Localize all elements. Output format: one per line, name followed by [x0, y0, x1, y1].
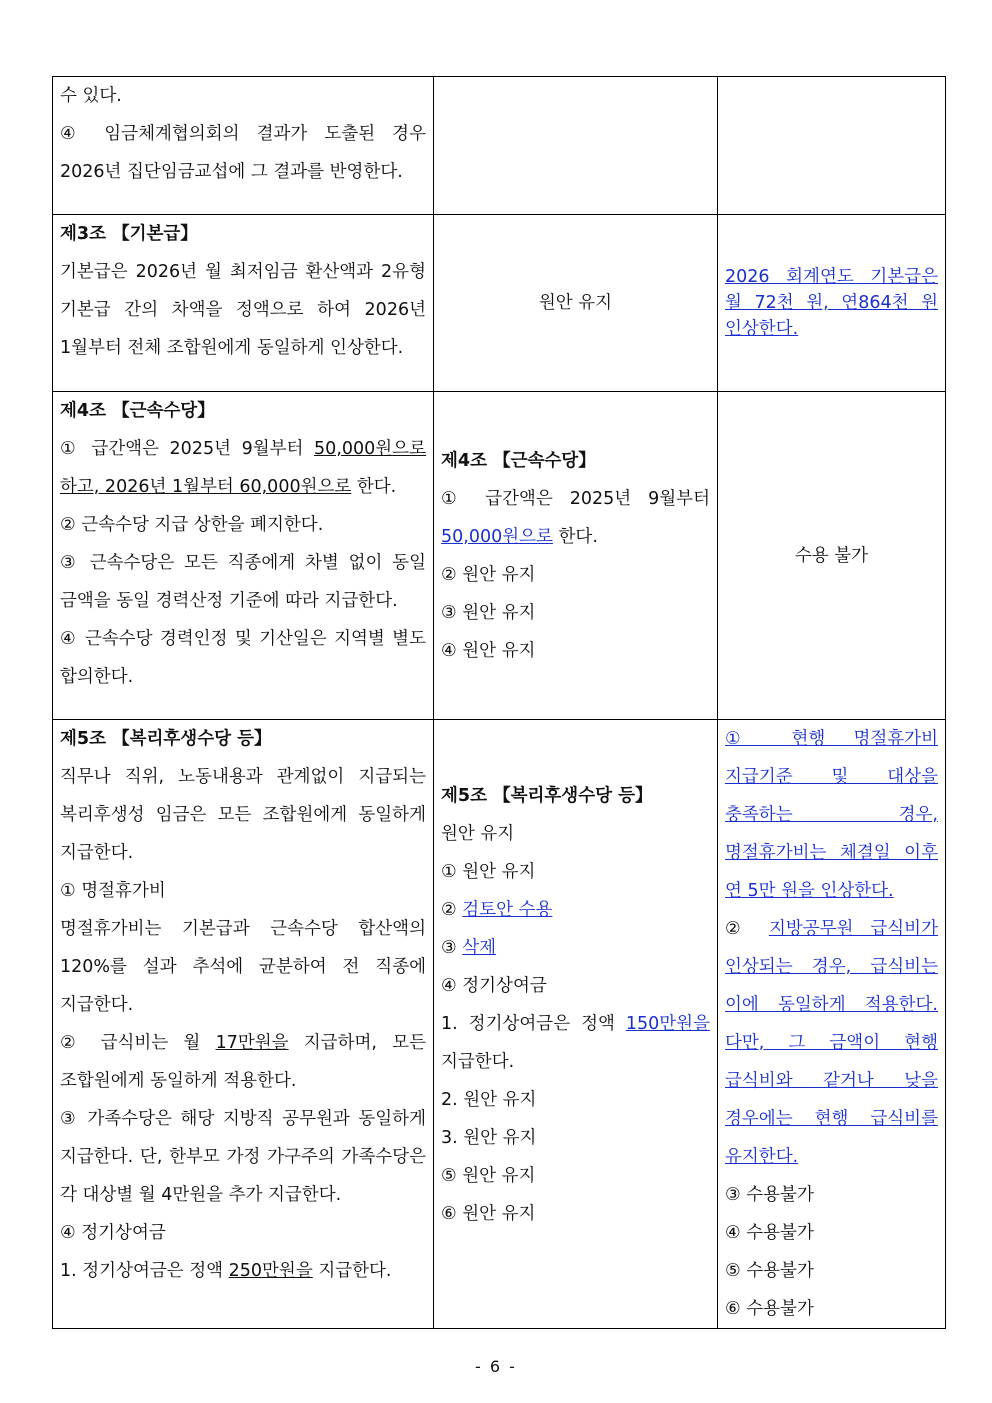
clause-text: ⑥ 수용불가 [725, 1299, 814, 1319]
revised-text: 삭제 [462, 938, 497, 958]
clause-text: ② 원안 유지 [441, 564, 536, 585]
clause-text-part: ③ [441, 938, 463, 958]
union-proposal-cell [53, 720, 434, 1329]
clause-text: ⑥ 원안 유지 [441, 1204, 536, 1224]
clause-text: ④ 수용불가 [725, 1223, 814, 1243]
clause-text [60, 1024, 426, 1100]
employer-proposal-cell: 원안 유지 [434, 215, 718, 392]
clause-text-part: ① 급간액은 2025년 9월부터 [441, 488, 710, 509]
clause-text: ③ 원안 유지 [441, 602, 536, 623]
clause-text-part: 지급한다. [441, 1052, 515, 1072]
clause-text: ④ 임금체계협의회의 결과가 도출된 경우 2026년 집단임금교섭에 그 결과를 반영한다. [60, 124, 426, 182]
clause-text: ③ 근속수당은 모든 직종에게 차별 없이 동일 금액을 동일 경력산정 기준에 따라 지급한다. [60, 553, 426, 611]
page-number: - 6 - [475, 1357, 517, 1376]
clause-text: ③ 수용불가 [725, 1185, 814, 1205]
table-row [53, 215, 946, 392]
proposal-comparison-table [52, 76, 946, 1329]
clause-text [60, 430, 426, 506]
clause-text: ④ 근속수당 경력인정 및 기산일은 지역별 별도 합의한다. [60, 629, 426, 687]
article-title: 제4조 【근속수당】 [60, 401, 215, 421]
clause-text: ① 명절휴가비 [60, 881, 166, 901]
review-cell [718, 77, 946, 215]
clause-text: 명절휴가비는 기본급과 근속수당 합산액의 120%를 설과 추석에 균분하여 전 직종에 지급한다. [60, 919, 426, 1015]
union-proposal-cell [53, 77, 434, 215]
clause-text-part: ② [725, 919, 769, 939]
underlined-amount: 150만원을 [625, 1014, 710, 1034]
clause-text: ④ 정기상여금 [441, 976, 547, 996]
clause-text: 기본급은 2026년 월 최저임금 환산액과 2유형 기본급 간의 차액을 정액으로 하여 2026년 1월부터 전체 조합원에게 동일하게 인상한다. [60, 262, 426, 358]
revised-text: 검토안 수용 [462, 900, 553, 920]
review-cell [718, 215, 946, 392]
employer-proposal-cell [434, 720, 718, 1329]
clause-text: ⑤ 원안 유지 [441, 1166, 536, 1186]
revised-text: ① 현행 명절휴가비 지급기준 및 대상을 충족하는 경우, 명절휴가비는 체결일 이후 연 5만 원을 인상한다. [725, 729, 938, 901]
article-title: 제5조 【복리후생수당 등】 [441, 786, 653, 806]
clause-text: ④ 원안 유지 [441, 640, 536, 661]
clause-text [441, 929, 710, 967]
clause-text [725, 910, 938, 1176]
clause-text: ③ 가족수당은 해당 지방직 공무원과 동일하게 지급한다. 단, 한부모 가정 가구주의 가족수당은 각 대상별 월 4만원을 추가 지급한다. [60, 1109, 426, 1205]
clause-text: 원안 유지 [441, 824, 515, 844]
clause-text-part: ② [441, 900, 463, 920]
clause-text [441, 480, 710, 556]
clause-text-part: 지급하며, 모든 조합원에게 동일하게 적용한다. [60, 1033, 426, 1091]
clause-text: 3. 원안 유지 [441, 1128, 537, 1148]
underlined-amount: 50,000원으로 [441, 526, 553, 547]
clause-text: 수 있다. [60, 86, 122, 106]
clause-text [60, 1252, 426, 1290]
review-cell [718, 720, 946, 1329]
underlined-amount: 250만원을 [228, 1261, 313, 1281]
underlined-amount: 50,000원으로 하고, 2026년 1월부터 60,000원으로 [60, 439, 426, 497]
table-row [53, 392, 946, 720]
revised-text: 2026 회계연도 기본급은 월 72천 원, 연864천 원 인상한다. [725, 267, 938, 339]
article-title: 제5조 【복리후생수당 등】 [60, 729, 272, 749]
revised-text: 지방공무원 급식비가 인상되는 경우, 급식비는 이에 동일하게 적용한다. 다만, 그 금액이 현행 급식비와 같거나 낮을 경우에는 현행 급식비를 유지한다. [725, 919, 938, 1167]
union-proposal-cell [53, 215, 434, 392]
clause-text-part: ② 급식비는 월 [60, 1033, 216, 1053]
clause-text: ④ 정기상여금 [60, 1223, 166, 1243]
clause-text: 직무나 직위, 노동내용과 관계없이 지급되는 복리후생성 임금은 모든 조합원에게 동일하게 지급한다. [60, 767, 426, 863]
clause-text: 2. 원안 유지 [441, 1090, 537, 1110]
article-title: 제3조 【기본급】 [60, 224, 198, 244]
union-proposal-cell [53, 392, 434, 720]
clause-text-part: 한다. [552, 526, 598, 547]
underlined-amount: 17만원을 [215, 1033, 289, 1053]
clause-text [441, 1005, 710, 1081]
table-row [53, 720, 946, 1329]
table-row [53, 77, 946, 215]
review-cell: 수용 불가 [718, 392, 946, 720]
clause-text-part: 한다. [351, 477, 397, 497]
clause-text [441, 891, 710, 929]
employer-proposal-cell [434, 77, 718, 215]
employer-proposal-cell [434, 392, 718, 720]
clause-text: ⑤ 수용불가 [725, 1261, 814, 1281]
clause-text: ① 원안 유지 [441, 862, 536, 882]
clause-text: ② 근속수당 지급 상한을 폐지한다. [60, 515, 324, 535]
article-title: 제4조 【근속수당】 [441, 450, 596, 471]
clause-text-part: 1. 정기상여금은 정액 [60, 1261, 229, 1281]
clause-text-part: 지급한다. [312, 1261, 392, 1281]
clause-text-part: 1. 정기상여금은 정액 [441, 1014, 626, 1034]
clause-text-part: ① 급간액은 2025년 9월부터 [60, 439, 315, 459]
